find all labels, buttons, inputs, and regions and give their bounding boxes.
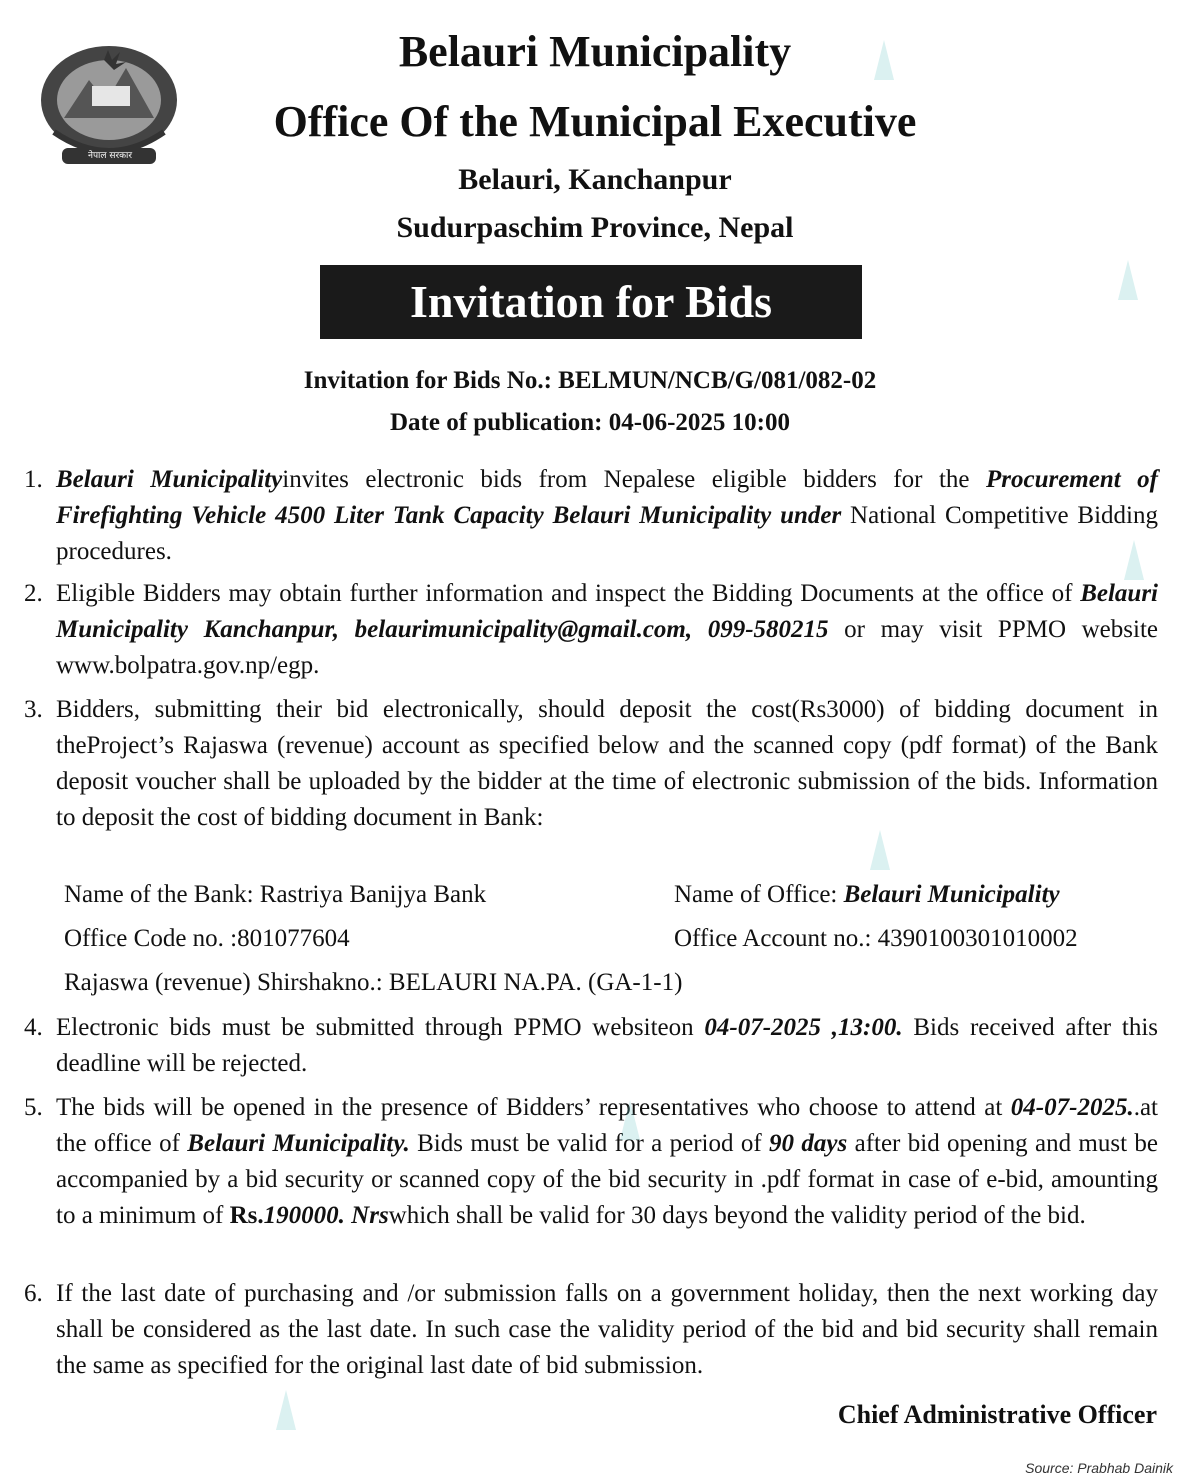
clause-run: If the last date of purchasing and /or submission falls on a government holiday, then the next working day shall be considered as the last date. In such case the validity period of the bid and bid security shall remain the same as specified for the original last date of bid submission. [56,1280,1158,1379]
clause-run: after bid opening and must be accompanied by a bid security or scanned copy of the bid security in .pdf format in case of e-bid, amounting to a minimum of [56,1130,1159,1229]
bank-name-value: Rastriya Banijya Bank [259,881,487,908]
clause-run: 04-07-2025. [1010,1094,1134,1121]
clause-number: 5. [24,1094,43,1121]
clause-4 [24,1010,1158,1082]
clause-number: 3. [24,696,43,723]
clause-run: 04-07-2025 ,13:00. [704,1014,903,1041]
publication-date-value: 04-06-2025 10:00 [608,409,790,436]
clause-run: which shall be valid for 30 days beyond the validity period of the bid. [388,1202,1086,1229]
clause-run: 90 days [769,1130,848,1157]
clause-2 [24,576,1158,684]
municipality-title: Belauri Municipality [398,27,792,76]
address-line-2: Sudurpaschim Province, Nepal [396,211,794,244]
clause-text [56,1090,1158,1234]
office-name-label: Name of Office: [674,881,838,908]
office-name [674,878,1060,912]
publication-date-label: Date of publication: [390,409,603,436]
clause-run: Belauri Municipality. [187,1130,410,1157]
nepal-emblem-icon [34,40,184,172]
watermark-arrow-icon [870,830,890,870]
publication-date [190,409,990,437]
rajaswa-value: BELAURI NA.PA. (GA-1-1) [388,969,683,996]
emblem-ribbon-text: नेपाल सरकार [87,151,133,161]
ifb-number-value: BELMUN/NCB/G/081/082-02 [558,367,877,394]
office-account-value: 4390100301010002 [877,925,1078,952]
clause-run: Bids received after this deadline will be rejected. [56,1014,1158,1077]
office-name-value: Belauri Municipality [843,881,1060,908]
clause-run: Belauri Municipality [56,466,283,493]
clause-number: 4. [24,1014,43,1041]
clause-1 [24,462,1158,570]
invitation-banner: Invitation for Bids [320,265,862,339]
clause-text [56,576,1158,684]
clause-text [56,1276,1158,1384]
clause-run: or may visit PPMO website www.bolpatra.gov.np/egp. [56,616,1158,679]
clause-text [56,1010,1158,1082]
signatory-title: Chief Administrative Officer [837,1400,1157,1429]
address-line-1: Belauri, Kanchanpur [458,163,732,196]
office-account [674,922,1078,956]
clause-3 [24,692,1158,836]
clause-6 [24,1276,1158,1384]
clause-run: National Competitive Bidding procedures. [56,502,1158,565]
office-code-value: 801077604 [237,925,350,952]
clause-run: Electronic bids must be submitted through PPMO websiteon [56,1014,705,1041]
clause-run: invites electronic bids from Nepalese eligible bidders for the [282,466,986,493]
clause-number: 1. [24,466,43,493]
bank-name-label: Name of the Bank: [64,881,254,908]
office-title: Office Of the Municipal Executive [273,97,917,146]
clause-run: The bids will be opened in the presence of Bidders’ representatives who choose to attend at [56,1094,1011,1121]
watermark-arrow-icon [276,1390,296,1430]
watermark-arrow-icon [1118,260,1138,300]
clause-run: Rs. [229,1202,264,1229]
clause-run: Belauri Municipality Kanchanpur, belaurimunicipality@gmail.com, 099-580215 [56,580,1158,643]
clause-run: Eligible Bidders may obtain further information and inspect the Bidding Documents at the office of [56,580,1081,607]
clause-text [56,692,1158,836]
clause-number: 2. [24,580,43,607]
clause-run: 190000. Nrs [263,1202,389,1229]
clause-run: Bidders, submitting their bid electronically, should deposit the cost(Rs3000) of bidding document in theProject’s Rajaswa (revenue) account as specified below and the scanned copy (pdf format) of the Bank deposit voucher shall be uploaded by the bidder at the time of electronic submission of the bids. Information to deposit the cost of bidding document in Bank: [56,696,1158,831]
rajaswa-label: Rajaswa (revenue) Shirshakno.: [64,969,383,996]
clause-run: Bids must be valid for a period of [409,1130,770,1157]
clause-number: 6. [24,1280,43,1307]
bank-name [64,878,486,912]
clause-5 [24,1090,1158,1234]
rajaswa-shirshak [64,966,682,1000]
clause-run: Procurement of Firefighting Vehicle 4500 Liter Tank Capacity Belauri Municipality under [56,466,1158,529]
clause-text [56,462,1158,570]
office-code-label: Office Code no. : [64,925,238,952]
clause-run: .at the office of [56,1094,1158,1157]
office-code [64,922,350,956]
ifb-number-label: Invitation for Bids No.: [303,367,552,394]
source-credit: Source: Prabhab Dainik [1025,1460,1173,1476]
office-account-label: Office Account no.: [674,925,872,952]
ifb-number [190,367,990,395]
